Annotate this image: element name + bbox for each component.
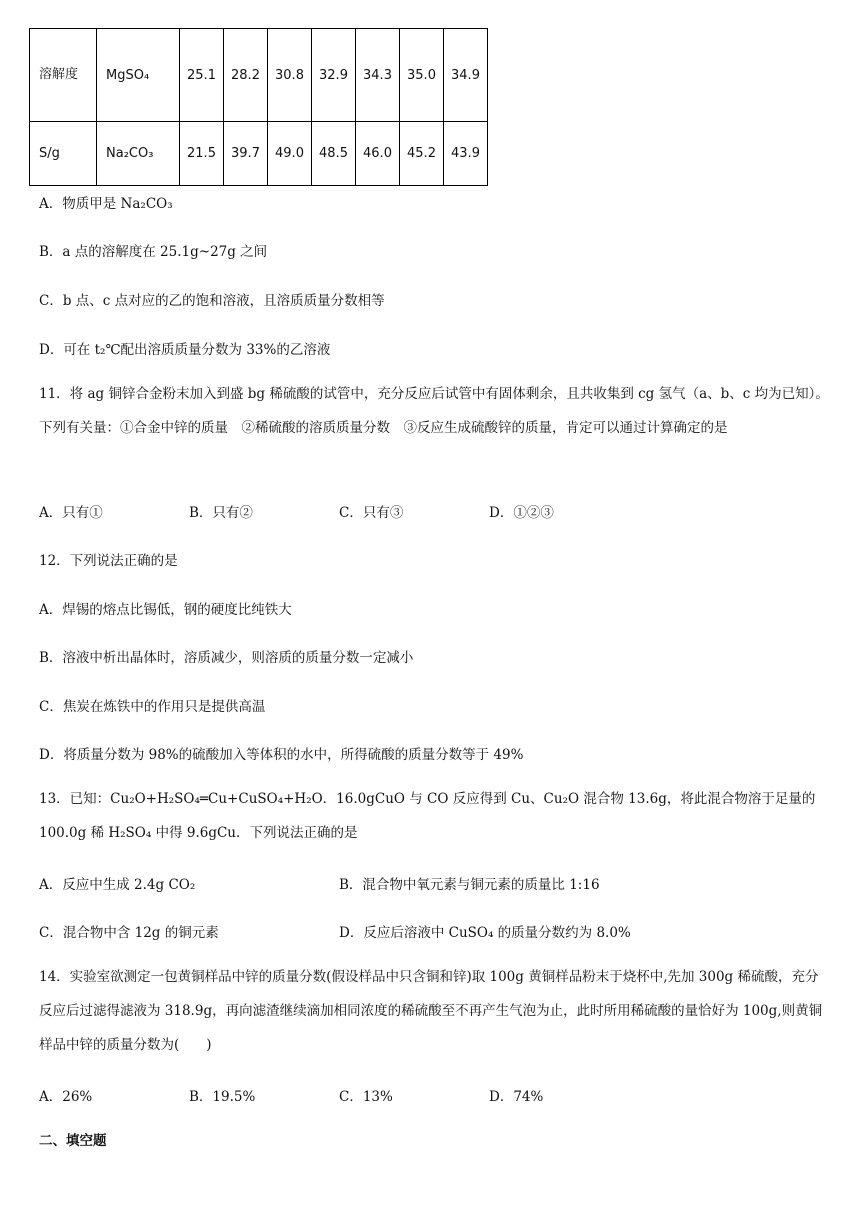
- q13-option-a: A．反应中生成 2.4g CO₂: [39, 877, 196, 893]
- q10-option-a: A．物质甲是 Na₂CO₃: [39, 196, 173, 212]
- q13-option-c: C．混合物中含 12g 的铜元素: [39, 925, 219, 941]
- q10-option-b: B．a 点的溶解度在 25.1g~27g 之间: [39, 244, 268, 260]
- value-cell: 30.8: [268, 29, 312, 122]
- q11-stem: 11．将 ag 铜锌合金粉末加入到盛 bg 稀硫酸的试管中，充分反应后试管中有固体剩余，且共收集到 cg 氢气（a、b、c 均为已知）。下列有关量：①合金中锌的质量 ②稀硫酸的溶质质量分数 ③反应生成硫酸锌的质量，肯定可以通过计算确定的是: [39, 386, 829, 436]
- q13-stem: 13．已知：Cu₂O+H₂SO₄═Cu+CuSO₄+H₂O．16.0gCuO 与 CO 反应得到 Cu、Cu₂O 混合物 13.6g，将此混合物溶于足量的 100.0g 稀 H₂SO₄ 中得 9.6gCu．下列说法正确的是: [39, 791, 816, 841]
- table-row: [30, 122, 488, 186]
- q14-stem: 14．实验室欲测定一包黄铜样品中锌的质量分数(假设样品中只含铜和锌)取 100g 黄铜样品粉末于烧杯中,先加 300g 稀硫酸，充分反应后过滤得滤液为 318.9g，再向滤渣继续滴加相同浓度的稀硫酸至不再产生气泡为止，此时所用稀硫酸的量恰好为 100g,则黄铜样品中锌的质量分数为( ): [39, 969, 823, 1053]
- q10-option-d: D．可在 t₂℃配出溶质质量分数为 33%的乙溶液: [39, 342, 331, 358]
- q12-option-d: D．将质量分数为 98%的硫酸加入等体积的水中，所得硫酸的质量分数等于 49%: [39, 747, 524, 763]
- q14-option-a: A．26%: [39, 1089, 93, 1105]
- q13-option-b: B．混合物中氧元素与铜元素的质量比 1:16: [339, 877, 600, 893]
- q11-option-b: B．只有②: [189, 505, 253, 521]
- q11-option-a: A．只有①: [39, 505, 103, 521]
- value-cell: 25.1: [180, 29, 224, 122]
- q12-option-b: B．溶液中析出晶体时，溶质减少，则溶质的质量分数一定减小: [39, 650, 414, 666]
- substance-cell: Na₂CO₃: [97, 122, 180, 186]
- row-label: 溶解度: [30, 29, 97, 122]
- solubility-table: [29, 28, 488, 186]
- value-cell: 28.2: [224, 29, 268, 122]
- value-cell: 45.2: [400, 122, 444, 186]
- value-cell: 32.9: [312, 29, 356, 122]
- value-cell: 21.5: [180, 122, 224, 186]
- substance-cell: MgSO₄: [97, 29, 180, 122]
- q12-option-c: C．焦炭在炼铁中的作用只是提供高温: [39, 699, 266, 715]
- row-label: S/g: [30, 122, 97, 186]
- q11-option-c: C．只有③: [339, 505, 404, 521]
- q14-option-b: B．19.5%: [189, 1089, 256, 1105]
- value-cell: 39.7: [224, 122, 268, 186]
- q11-option-d: D．①②③: [489, 505, 554, 521]
- q13-option-d: D．反应后溶液中 CuSO₄ 的质量分数约为 8.0%: [339, 925, 631, 941]
- q14-option-c: C．13%: [339, 1089, 393, 1105]
- value-cell: 43.9: [444, 122, 488, 186]
- q12-option-a: A．焊锡的熔点比锡低，钢的硬度比纯铁大: [39, 602, 292, 618]
- value-cell: 35.0: [400, 29, 444, 122]
- q10-option-c: C．b 点、c 点对应的乙的饱和溶液，且溶质质量分数相等: [39, 293, 385, 309]
- value-cell: 49.0: [268, 122, 312, 186]
- value-cell: 46.0: [356, 122, 400, 186]
- q14-option-d: D．74%: [489, 1089, 544, 1105]
- section-heading: 二、填空题: [39, 1133, 107, 1149]
- q12-stem: 12．下列说法正确的是: [39, 553, 178, 569]
- value-cell: 34.3: [356, 29, 400, 122]
- value-cell: 34.9: [444, 29, 488, 122]
- table-row: [30, 29, 488, 122]
- value-cell: 48.5: [312, 122, 356, 186]
